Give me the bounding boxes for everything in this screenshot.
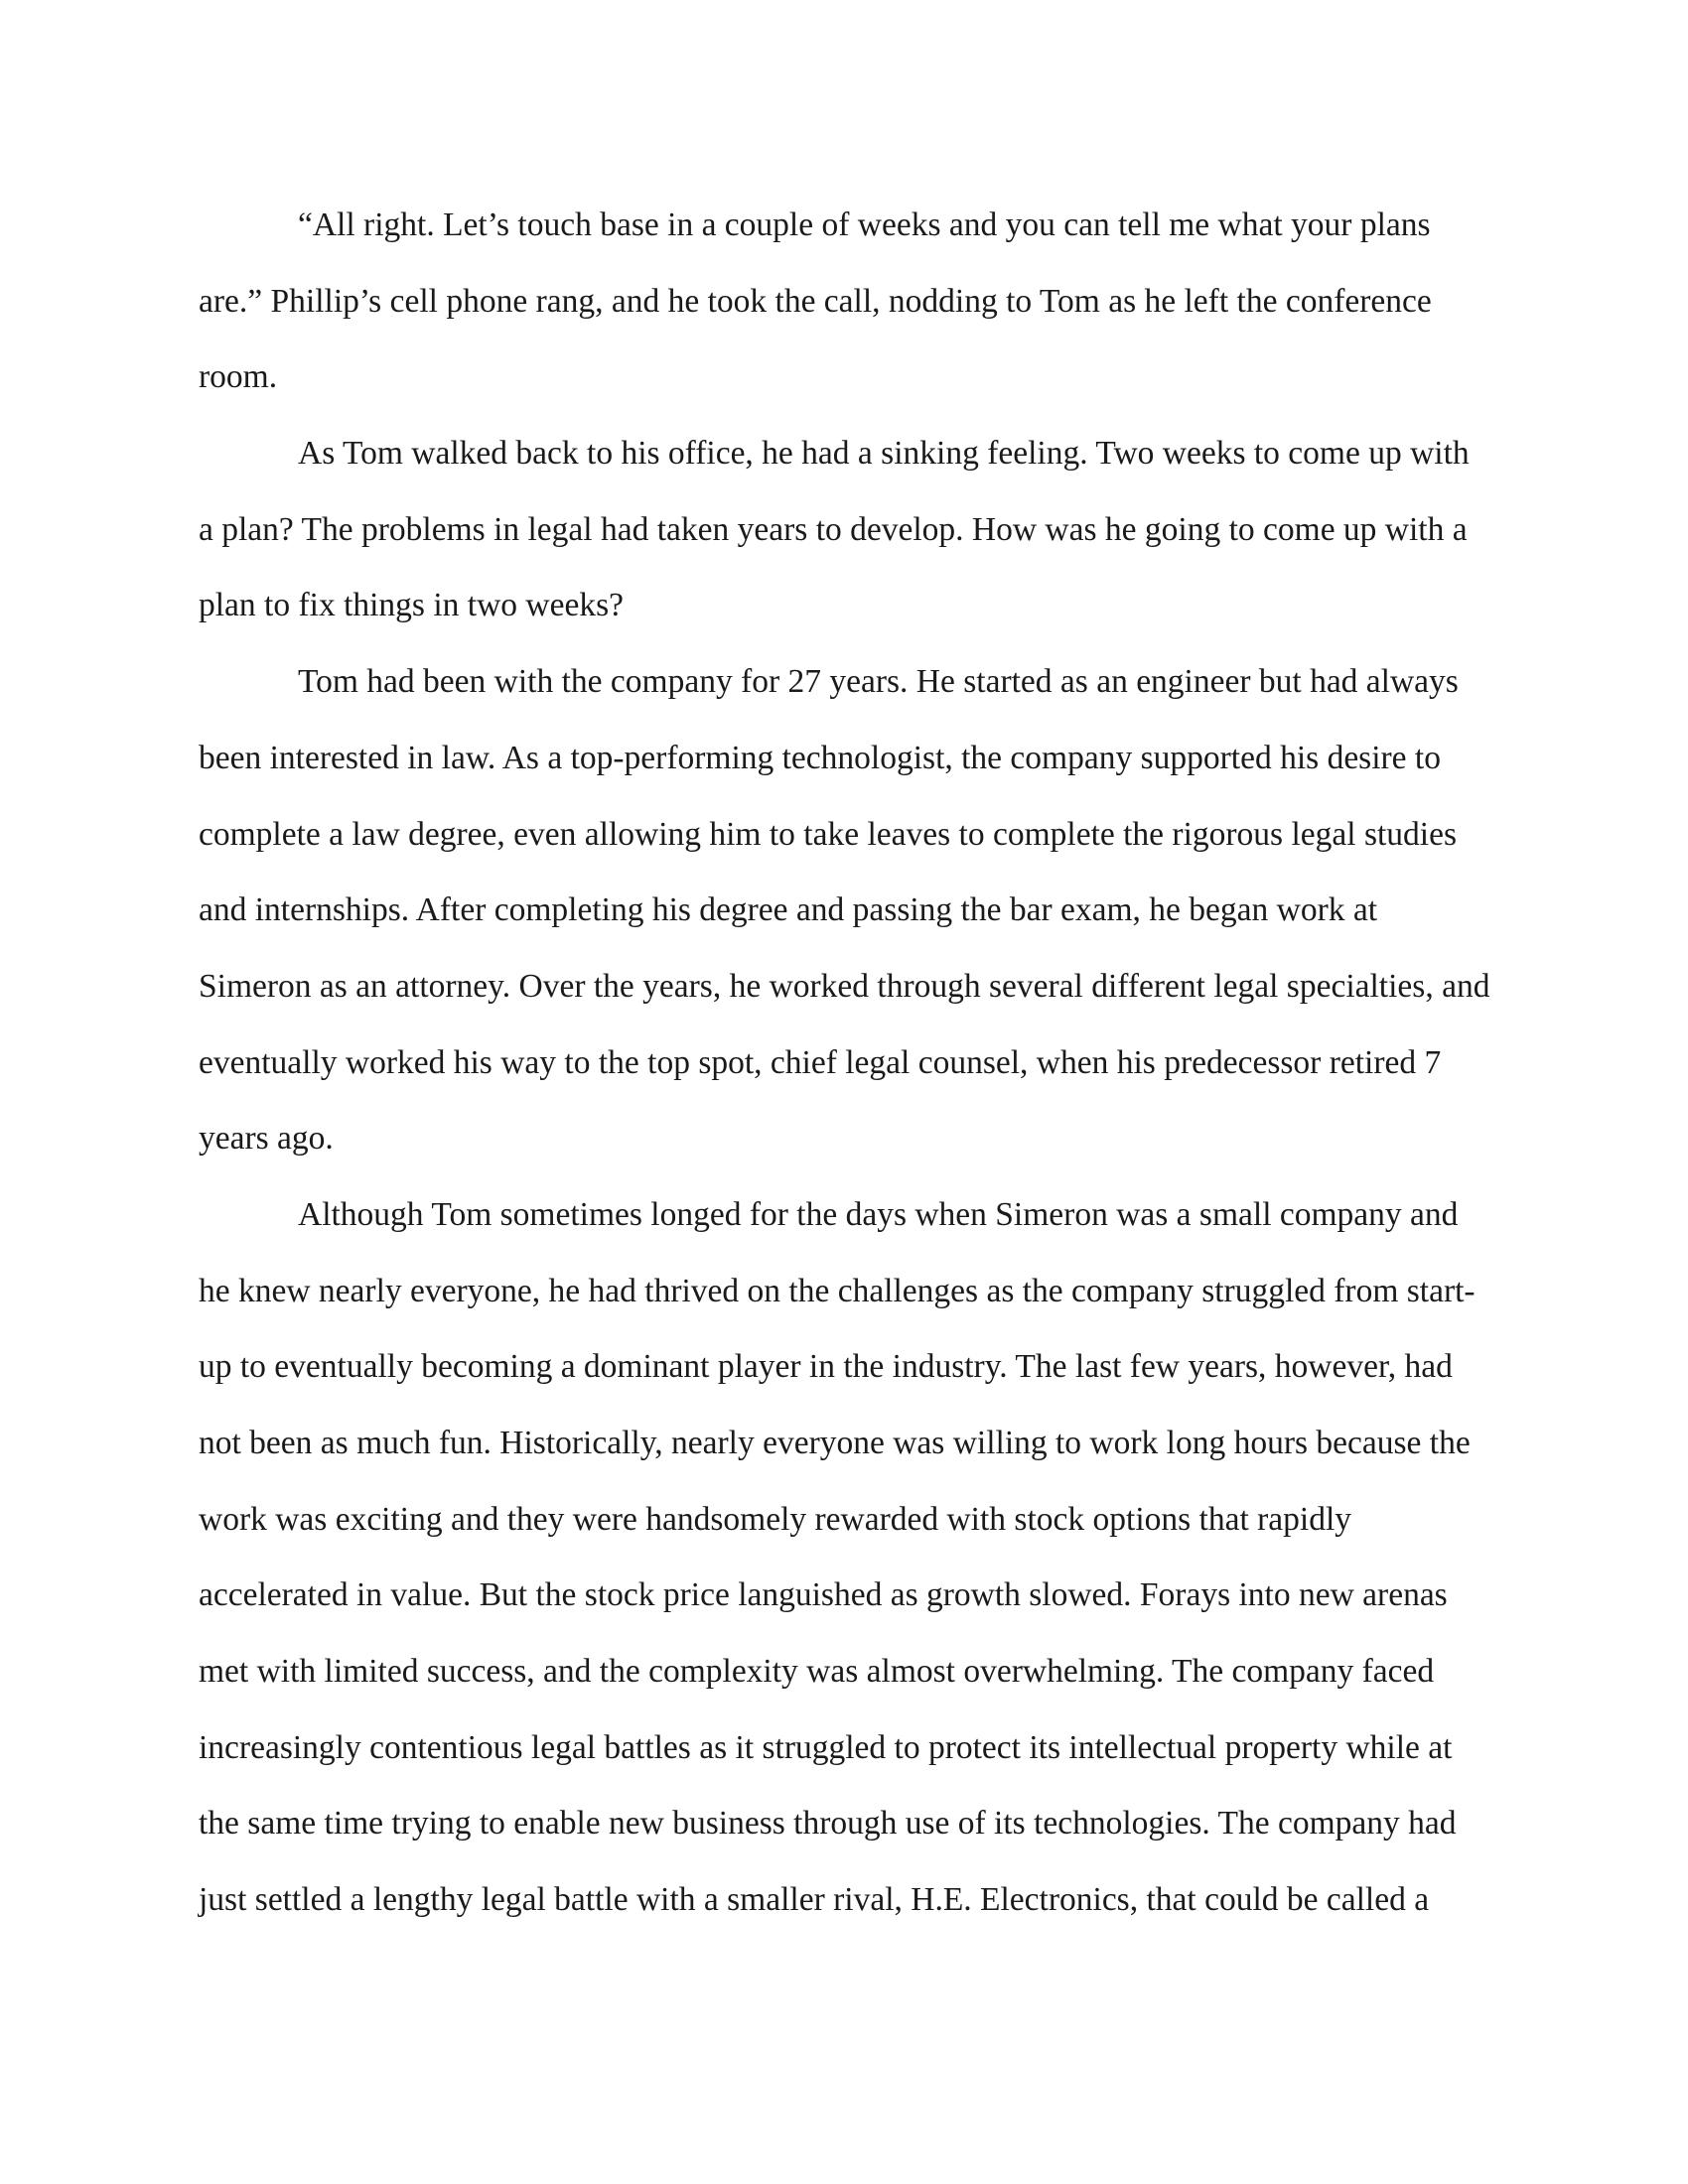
text-line: been interested in law. As a top-performing technologist, the company supported his desire to bbox=[199, 739, 1441, 776]
text-line: plan to fix things in two weeks? bbox=[199, 587, 624, 624]
text-line: and internships. After completing his degree and passing the bar exam, he began work at bbox=[199, 891, 1378, 929]
text-line: just settled a lengthy legal battle with a smaller rival, H.E. Electronics, that could be called a bbox=[199, 1881, 1430, 1919]
paragraph-2 bbox=[199, 416, 1489, 644]
text-line: work was exciting and they were handsomely rewarded with stock options that rapidly bbox=[199, 1500, 1352, 1538]
body-text bbox=[199, 188, 1489, 1939]
text-line: Although Tom sometimes longed for the days when Simeron was a small company and bbox=[298, 1195, 1459, 1233]
text-line: eventually worked his way to the top spot, chief legal counsel, when his predecessor retired 7 bbox=[199, 1043, 1442, 1081]
text-line: he knew nearly everyone, he had thrived on the challenges as the company struggled from start- bbox=[199, 1272, 1476, 1309]
text-line: As Tom walked back to his office, he had a sinking feeling. Two weeks to come up with bbox=[298, 435, 1470, 473]
paragraph-4 bbox=[199, 1177, 1489, 1939]
text-line: increasingly contentious legal battles as it struggled to protect its intellectual property while at bbox=[199, 1728, 1453, 1766]
text-line: complete a law degree, even allowing him to take leaves to complete the rigorous legal studies bbox=[199, 815, 1457, 853]
text-line: accelerated in value. But the stock price languished as growth slowed. Forays into new arenas bbox=[199, 1576, 1448, 1614]
text-line: room. bbox=[199, 358, 278, 396]
text-line: not been as much fun. Historically, nearly everyone was willing to work long hours because the bbox=[199, 1425, 1471, 1461]
text-line: up to eventually becoming a dominant player in the industry. The last few years, however, had bbox=[199, 1348, 1453, 1386]
text-line: a plan? The problems in legal had taken years to develop. How was he going to come up with a bbox=[199, 510, 1468, 548]
paragraph-3 bbox=[199, 644, 1489, 1177]
text-line: years ago. bbox=[199, 1120, 334, 1158]
text-line: the same time trying to enable new business through use of its technologies. The company had bbox=[199, 1805, 1457, 1843]
paragraph-1 bbox=[199, 188, 1489, 416]
text-line: Simeron as an attorney. Over the years, he worked through several different legal specialties, and bbox=[199, 967, 1490, 1005]
text-line: met with limited success, and the complexity was almost overwhelming. The company faced bbox=[199, 1653, 1435, 1691]
text-line: Tom had been with the company for 27 years. He started as an engineer but had always bbox=[298, 663, 1459, 701]
text-line: are.” Phillip’s cell phone rang, and he took the call, nodding to Tom as he left the conference bbox=[199, 282, 1432, 320]
text-line: “All right. Let’s touch base in a couple of weeks and you can tell me what your plans bbox=[298, 206, 1431, 243]
